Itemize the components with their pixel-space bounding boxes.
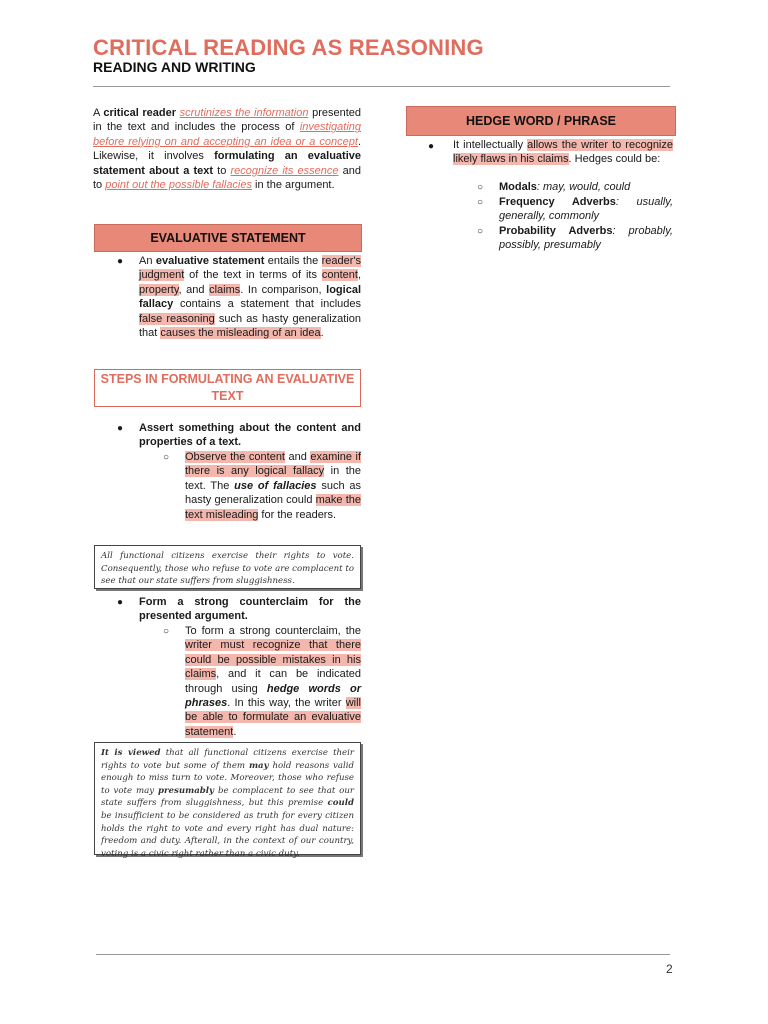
- evaluative-statement-heading: EVALUATIVE STATEMENT: [94, 224, 362, 252]
- bullet-icon: ●: [428, 141, 435, 152]
- sub-bullet-icon: ○: [477, 197, 484, 208]
- bullet-icon: ●: [117, 423, 124, 434]
- page-number: 2: [666, 962, 673, 976]
- hedge-definition: It intellectually allows the writer to recognize likely flaws in his claims. Hedges could be:: [453, 139, 673, 166]
- hedge-probability-adverbs: Probability Adverbs: probably, possibly, presumably: [499, 225, 673, 252]
- bullet-icon: ●: [117, 256, 124, 267]
- hedge-modals: Modals: may, would, could: [499, 181, 631, 193]
- steps-heading: STEPS IN FORMULATING AN EVALUATIVE TEXT: [94, 369, 361, 407]
- example-quote-1: All functional citizens exercise their rights to vote. Consequently, those who refuse to vote are complacent to see that our state suffers from sluggishness.: [94, 545, 361, 589]
- sub-bullet-icon: ○: [477, 182, 484, 193]
- step-1-title: Assert something about the content and properties of a text.: [139, 422, 361, 449]
- step-2-detail: To form a strong counterclaim, the writer must recognize that there could be possible mistakes in his claims, and it can be indicated through using hedge words or phrases. In this way, the writer will be able to formulate an evaluative statement.: [185, 625, 361, 738]
- sub-bullet-icon: ○: [163, 452, 170, 463]
- sub-bullet-icon: ○: [477, 226, 484, 237]
- hedge-heading: HEDGE WORD / PHRASE: [406, 106, 676, 136]
- footer-divider: [96, 954, 670, 955]
- intro-paragraph: A critical reader scrutinizes the information presented in the text and includes the process of investigating before relying on and accepting an idea or a concept. Likewise, it involves formulating an evaluative statement about a text to recognize its essence and to point out the possible fallacies in the argument.: [93, 107, 362, 192]
- example-quote-2: It is viewed that all functional citizens exercise their rights to vote but some of them may hold reasons valid enough to miss turn to vote. Moreover, those who refuse to vote may presumably be complacent to see that our state suffers from sluggishness, but this premise could be insufficient to be considered as truth for every citizen holds the right to vote and every right has dual nature: freedom and duty. Afterall, in the context of our country, voting is a civic right rather than a civic duty.: [94, 742, 361, 855]
- bullet-icon: ●: [117, 597, 124, 608]
- step-1-detail: Observe the content and examine if there is any logical fallacy in the text. The use of fallacies such as hasty generalization could make the text misleading for the readers.: [185, 451, 362, 521]
- page-subtitle: READING AND WRITING: [93, 59, 256, 75]
- sub-bullet-icon: ○: [163, 626, 170, 637]
- hedge-frequency-adverbs: Frequency Adverbs: usually, generally, commonly: [499, 196, 674, 223]
- evaluative-definition: An evaluative statement entails the reader's judgment of the text in terms of its content, property, and claims. In comparison, logical fallacy contains a statement that includes false reasoning such as hasty generalization that causes the misleading of an idea.: [139, 255, 362, 340]
- header-divider: [93, 86, 670, 87]
- step-2-title: Form a strong counterclaim for the presented argument.: [139, 596, 361, 623]
- page-title: CRITICAL READING AS REASONING: [93, 35, 484, 60]
